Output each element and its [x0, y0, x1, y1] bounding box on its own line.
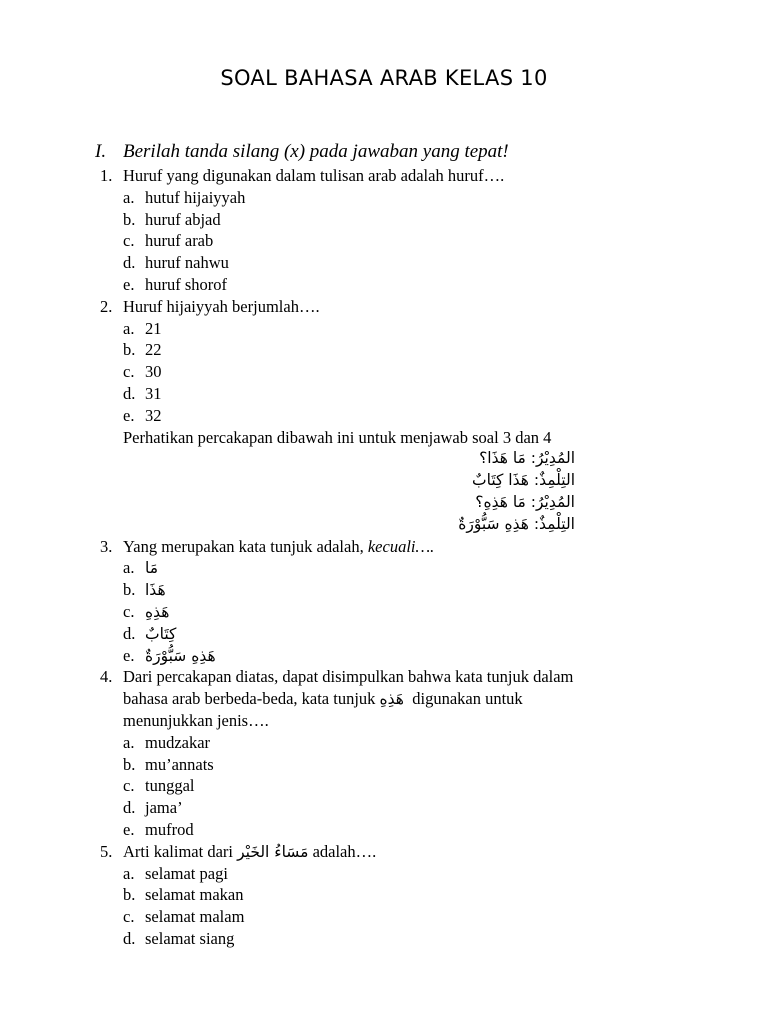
option-text: selamat siang	[145, 928, 235, 948]
option-letter: c.	[123, 907, 135, 927]
question-number: 2.	[100, 296, 113, 316]
option-2a	[100, 318, 700, 340]
option-letter: e.	[123, 405, 135, 425]
question-text: Huruf yang digunakan dalam tulisan arab adalah huruf….	[123, 166, 505, 185]
option-text: huruf shorof	[145, 274, 228, 294]
option-letter: e.	[123, 819, 135, 839]
question-text-arabic: هَذِهِ	[379, 690, 404, 709]
question-number: 1.	[100, 166, 113, 185]
section-instruction: Berilah tanda silang (x) pada jawaban yang tepat!	[123, 141, 509, 162]
page-title: SOAL BAHASA ARAB KELAS 10	[220, 66, 548, 90]
question-number: 4.	[100, 667, 113, 687]
option-letter: a.	[123, 558, 135, 578]
option-letter: b.	[123, 580, 136, 600]
option-letter: c.	[123, 362, 135, 382]
option-text: mudzakar	[145, 732, 211, 752]
option-3c	[100, 601, 700, 623]
option-letter: a.	[123, 187, 135, 207]
option-2b	[100, 339, 700, 361]
dialog-line-1: المُدِيْرُ: مَا هَذَا؟	[479, 449, 575, 468]
option-4a	[100, 732, 700, 754]
option-text: huruf arab	[145, 231, 214, 251]
question-4-line3: menunjukkan jenis….	[123, 710, 269, 730]
dialog-line-4: التِلْمِذٌ: هَذِهِ سَبُّوْرَةٌ	[458, 514, 575, 533]
question-5	[100, 841, 700, 863]
passage-intro: Perhatikan percakapan dibawah ini untuk menjawab soal 3 dan 4	[123, 427, 552, 447]
option-text: mu’annats	[145, 754, 214, 774]
option-text: tunggal	[145, 776, 195, 796]
option-letter: d.	[123, 798, 136, 818]
option-1b	[100, 209, 700, 231]
question-1	[100, 165, 700, 187]
dialog-line-2: التِلْمِذٌ: هَذَا كِتَابٌ	[472, 471, 575, 490]
option-1a	[100, 187, 700, 209]
option-3a	[100, 557, 700, 579]
option-3e	[100, 645, 700, 667]
option-4d	[100, 797, 700, 819]
option-letter: a.	[123, 732, 135, 752]
option-4b	[100, 754, 700, 776]
option-letter: d.	[123, 928, 136, 948]
option-letter: b.	[123, 209, 136, 229]
option-text: selamat pagi	[145, 863, 228, 883]
option-2c	[100, 361, 700, 383]
option-letter: c.	[123, 601, 135, 621]
option-letter: b.	[123, 885, 136, 905]
option-text: كِتَابٌ	[145, 624, 177, 643]
option-2e	[100, 405, 700, 427]
option-5d	[100, 928, 700, 950]
option-1d	[100, 252, 700, 274]
option-text: هَذِهِ سَبُّوْرَةٌ	[145, 646, 216, 665]
question-4-line2	[100, 688, 700, 710]
option-text: huruf abjad	[145, 209, 221, 229]
question-text: Yang merupakan kata tunjuk adalah,	[123, 536, 368, 556]
option-text: 32	[145, 405, 162, 425]
option-letter: e.	[123, 274, 135, 294]
question-2	[100, 296, 700, 318]
option-letter: d.	[123, 383, 136, 403]
option-text: مَا	[145, 559, 159, 578]
option-letter: e.	[123, 645, 135, 665]
question-4	[100, 666, 700, 688]
option-letter: a.	[123, 318, 135, 338]
option-text: 22	[145, 340, 162, 360]
option-text: hutuf hijaiyyah	[145, 187, 246, 207]
question-text-arabic: مَسَاءُ الخَيْر	[237, 842, 309, 861]
option-letter: b.	[123, 754, 136, 774]
option-3d	[100, 623, 700, 645]
question-number: 3.	[100, 536, 113, 556]
option-text: selamat malam	[145, 907, 245, 927]
option-text: هَذِهِ	[145, 602, 170, 621]
option-text: 30	[145, 362, 162, 382]
question-text-line2b: digunakan untuk	[403, 689, 523, 709]
option-4c	[100, 775, 700, 797]
section-heading	[95, 141, 509, 163]
dialog-line-3: المُدِيْرُ: مَا هَذِهِ؟	[475, 492, 575, 511]
option-letter: c.	[123, 231, 135, 251]
option-3b	[100, 579, 700, 601]
option-letter: d.	[123, 253, 136, 273]
question-list	[100, 165, 700, 950]
question-text-a: Arti kalimat dari	[123, 841, 238, 861]
option-5b	[100, 884, 700, 906]
option-text: 31	[145, 383, 162, 403]
option-4e	[100, 819, 700, 841]
question-3	[100, 536, 700, 558]
question-text-italic: kecuali….	[367, 536, 435, 556]
option-text: jama’	[145, 798, 183, 818]
question-text-line2a: bahasa arab berbeda-beda, kata tunjuk	[123, 689, 380, 709]
option-text: mufrod	[145, 819, 194, 839]
option-5c	[100, 906, 700, 928]
option-1c	[100, 230, 700, 252]
option-text: huruf nahwu	[145, 253, 229, 273]
option-2d	[100, 383, 700, 405]
question-text-line1: Dari percakapan diatas, dapat disimpulkan bahwa kata tunjuk dalam	[123, 667, 574, 687]
option-text: selamat makan	[145, 885, 244, 905]
option-letter: c.	[123, 776, 135, 796]
section-numeral: I.	[95, 141, 107, 162]
question-text: Huruf hijaiyyah berjumlah….	[123, 296, 320, 316]
option-letter: b.	[123, 340, 136, 360]
option-letter: d.	[123, 623, 136, 643]
option-text: 21	[145, 318, 162, 338]
question-number: 5.	[100, 841, 113, 861]
question-text-b: adalah….	[308, 841, 377, 861]
option-text: هَذَا	[145, 581, 166, 600]
option-5a	[100, 863, 700, 885]
option-letter: a.	[123, 863, 135, 883]
option-1e	[100, 274, 700, 296]
